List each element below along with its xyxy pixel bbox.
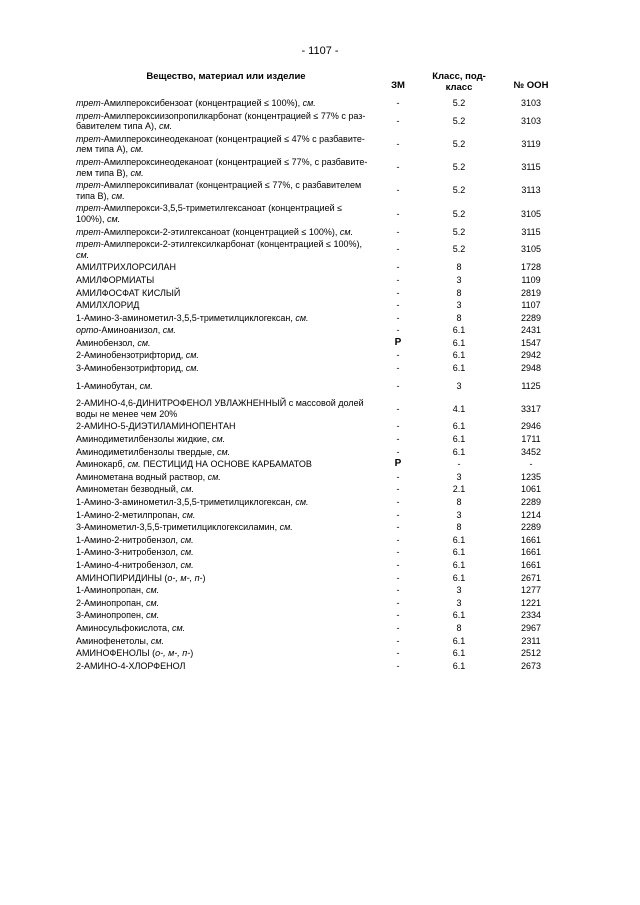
zm-cell: - xyxy=(396,622,400,633)
substance-name xyxy=(76,584,376,597)
substance-name-part: -Аминоанизол, xyxy=(98,325,163,336)
substance-name-part: 1-Амино-2-метилпропан, xyxy=(76,509,183,520)
class-cell: 6.1 xyxy=(452,610,466,621)
zm-cell: - xyxy=(396,497,400,507)
substance-name-part: Аминометан безводный, xyxy=(76,484,181,495)
substance-name-part: трет xyxy=(76,133,101,144)
substance-name-part: Аминофенетолы, xyxy=(76,635,151,646)
substance-name-part: см. xyxy=(185,363,199,374)
zm-cell: - xyxy=(396,244,400,255)
substance-name-part: АМИЛХЛОРИД xyxy=(76,300,140,311)
un-number-cell: 2967 xyxy=(520,622,542,633)
un-number-cell: 3115 xyxy=(521,162,541,173)
zm-cell: P xyxy=(394,458,402,470)
substance-name xyxy=(76,433,376,446)
zm-cell: P xyxy=(394,336,402,348)
table-row xyxy=(76,597,564,610)
un-number-cell: 2948 xyxy=(520,363,542,374)
substance-table xyxy=(76,71,564,672)
class-cell: 3 xyxy=(456,274,462,285)
zm-cell: - xyxy=(396,610,400,621)
table-row xyxy=(76,635,564,648)
substance-name-part: см. xyxy=(145,610,160,621)
table-row xyxy=(76,546,564,559)
un-number-cell: 1661 xyxy=(520,559,542,570)
un-number-cell: 3113 xyxy=(521,185,541,196)
substance-name xyxy=(76,261,376,274)
zm-cell: - xyxy=(396,484,400,495)
zm-cell: - xyxy=(396,471,400,482)
class-cell: 6.1 xyxy=(452,534,466,545)
table-row xyxy=(76,287,564,300)
table-row xyxy=(76,483,564,496)
zm-cell: - xyxy=(396,312,400,323)
substance-name-part: 2-Аминопропан, xyxy=(76,597,146,608)
substance-name-part: -Амилпероксинеодеканоат (концентрацией ≤ 77%, с разбавите- xyxy=(100,156,368,167)
substance-name-part: бавителем типа A), xyxy=(76,121,159,132)
table-row xyxy=(76,647,564,660)
zm-cell: - xyxy=(396,547,400,558)
substance-name xyxy=(76,274,376,287)
un-number-cell: 2431 xyxy=(520,325,542,336)
table-row xyxy=(76,226,564,239)
zm-cell: - xyxy=(396,287,400,298)
table-row xyxy=(76,584,564,597)
substance-name xyxy=(76,559,376,572)
class-cell: 6.1 xyxy=(452,635,466,646)
class-cell: 5.2 xyxy=(452,139,466,150)
un-number-cell: 3452 xyxy=(520,446,542,457)
substance-name-part: см. xyxy=(211,434,226,445)
un-number-cell: - xyxy=(529,459,533,470)
table-row xyxy=(76,392,564,420)
un-number-cell: 2942 xyxy=(520,350,542,361)
substance-name-part: Аминодиметилбензолы жидкие, xyxy=(76,434,212,445)
substance-name-part: ) xyxy=(190,648,194,659)
substance-name-part: см. xyxy=(145,585,160,596)
substance-name-part: см. xyxy=(127,459,141,470)
class-cell: 8 xyxy=(456,622,462,633)
class-cell: 8 xyxy=(456,497,462,507)
class-cell: 5.2 xyxy=(452,162,466,173)
class-cell: 4.1 xyxy=(452,403,466,414)
un-number-cell: 1109 xyxy=(521,274,541,285)
zm-cell: - xyxy=(396,325,400,336)
un-number-cell: 1221 xyxy=(520,597,542,608)
substance-name xyxy=(76,312,376,325)
substance-name xyxy=(76,597,376,610)
zm-cell: - xyxy=(396,522,400,533)
substance-name xyxy=(76,337,376,350)
un-number-cell: 3105 xyxy=(520,208,542,219)
zm-cell: - xyxy=(396,585,400,596)
substance-name-part: см. xyxy=(150,635,165,646)
zm-cell: - xyxy=(396,262,400,273)
un-number-cell: 1277 xyxy=(520,585,542,596)
un-number-cell: 1125 xyxy=(521,380,541,391)
class-cell: - xyxy=(457,459,461,470)
substance-name-part: трет xyxy=(76,239,101,250)
substance-name xyxy=(76,110,376,133)
substance-name-part: см. xyxy=(111,190,125,201)
table-row xyxy=(76,274,564,287)
substance-name-part: 1-Амино-3-аминометил-3,5,5-триметилциклогексан, xyxy=(76,497,296,507)
substance-name-part: АМИНОПИРИДИНЫ ( xyxy=(76,572,168,583)
substance-name-part: АМИЛТРИХЛОРСИЛАН xyxy=(76,262,177,273)
class-cell: 5.2 xyxy=(452,244,466,255)
substance-name xyxy=(76,647,376,660)
table-row xyxy=(76,572,564,585)
zm-cell: - xyxy=(396,446,400,457)
substance-name xyxy=(76,534,376,547)
substance-name-part: см. xyxy=(182,509,196,520)
table-row xyxy=(76,312,564,325)
substance-name-part: трет xyxy=(76,98,101,108)
zm-cell: - xyxy=(396,350,400,361)
un-number-cell: 1214 xyxy=(520,509,542,520)
table-row xyxy=(76,509,564,522)
substance-name-part: ПЕСТИЦИД НА ОСНОВЕ КАРБАМАТОВ xyxy=(140,459,312,470)
substance-name xyxy=(76,238,376,261)
zm-cell: - xyxy=(396,185,400,196)
substance-name xyxy=(76,420,376,433)
substance-name xyxy=(76,521,376,534)
un-number-cell: 1235 xyxy=(520,471,542,482)
substance-name-part: см. xyxy=(295,497,309,507)
class-cell: 6.1 xyxy=(452,572,466,583)
substance-name-part: -Амилперокси-2-этилгексилкарбонат (концентрацией ≤ 100%), xyxy=(100,239,362,250)
substance-name xyxy=(76,287,376,300)
un-number-cell: 2673 xyxy=(520,660,542,671)
substance-name-part: см. xyxy=(76,249,90,260)
substance-name-part: -Амилперокси-2-этилгексаноат (концентрацией ≤ 100%), xyxy=(100,226,340,237)
class-cell: 6.1 xyxy=(452,363,466,374)
table-row xyxy=(76,337,564,350)
substance-name-part: лем типа B), xyxy=(76,167,131,178)
class-cell: 6.1 xyxy=(452,547,466,558)
zm-cell: - xyxy=(396,363,400,374)
zm-cell: - xyxy=(396,274,400,285)
substance-name-part: 2-АМИНО-4,6-ДИНИТРОФЕНОЛ УВЛАЖНЕННЫЙ с массовой долей xyxy=(76,398,364,409)
table-row xyxy=(76,349,564,362)
substance-name-part: -Амилпероксибензоат (концентрацией ≤ 100%), xyxy=(100,98,303,108)
zm-cell: - xyxy=(396,403,400,414)
substance-name-part: см. xyxy=(180,559,194,570)
class-cell: 6.1 xyxy=(452,559,466,570)
substance-name-part: 3-Аминобензотрифторид, xyxy=(76,363,186,374)
class-cell: 6.1 xyxy=(452,648,466,659)
substance-name xyxy=(76,226,376,239)
substance-name-part: 1-Аминобутан, xyxy=(76,380,140,391)
substance-name-part: АМИЛФОРМИАТЫ xyxy=(76,274,155,285)
substance-name-part: см. xyxy=(207,471,221,482)
un-number-cell: 1711 xyxy=(521,434,541,445)
class-cell: 5.2 xyxy=(452,115,466,126)
table-header-row xyxy=(76,71,564,97)
un-number-cell: 2334 xyxy=(520,610,542,621)
substance-name xyxy=(76,324,376,337)
substance-name-part: лем типа A), xyxy=(76,144,131,155)
un-number-cell: 2671 xyxy=(520,572,542,583)
substance-name-part: 1-Аминопропан, xyxy=(76,585,146,596)
substance-name xyxy=(76,635,376,648)
zm-cell: - xyxy=(396,162,400,173)
class-cell: 8 xyxy=(456,287,462,298)
class-cell: 6.1 xyxy=(452,660,466,671)
un-number-cell: 2311 xyxy=(521,635,541,646)
zm-cell: - xyxy=(396,98,400,108)
substance-name xyxy=(76,349,376,362)
table-row xyxy=(76,660,564,673)
class-cell: 3 xyxy=(456,509,462,520)
substance-name xyxy=(76,546,376,559)
substance-name-part: 100%), xyxy=(76,213,108,224)
substance-name-part: см. xyxy=(180,484,194,495)
substance-name xyxy=(76,156,376,179)
class-cell: 3 xyxy=(456,471,462,482)
class-cell: 5.2 xyxy=(452,226,466,237)
zm-cell: - xyxy=(396,635,400,646)
substance-name-part: 1-Амино-3-нитробензол, xyxy=(76,547,181,558)
un-number-cell: 3115 xyxy=(521,226,541,237)
substance-name xyxy=(76,362,376,375)
header-zm: ЗМ xyxy=(391,79,405,91)
substance-name-part: см. xyxy=(145,597,160,608)
substance-name-part: Аминодиметилбензолы твердые, xyxy=(76,446,217,457)
substance-name xyxy=(76,392,376,420)
table-row xyxy=(76,97,564,110)
un-number-cell: 2819 xyxy=(520,287,542,298)
table-row xyxy=(76,521,564,534)
substance-name-part: см. xyxy=(162,325,176,336)
zm-cell: - xyxy=(396,559,400,570)
substance-name xyxy=(76,496,376,509)
table-row xyxy=(76,609,564,622)
substance-name-part: см. xyxy=(295,312,309,323)
table-row xyxy=(76,238,564,261)
un-number-cell: 1661 xyxy=(520,534,542,545)
table-row xyxy=(76,299,564,312)
table-row xyxy=(76,324,564,337)
substance-name xyxy=(76,375,376,393)
substance-name xyxy=(76,483,376,496)
substance-name-part: 2-АМИНО-4-ХЛОРФЕНОЛ xyxy=(76,660,186,671)
un-number-cell: 3105 xyxy=(520,244,542,255)
substance-name xyxy=(76,572,376,585)
substance-name-part: 3-Аминометил-3,5,5-триметилциклогексиламин, xyxy=(76,522,280,533)
substance-name-part: трет xyxy=(76,226,101,237)
substance-name-part: Аминосульфокислота, xyxy=(76,622,172,633)
substance-name-part: Аминобензол, xyxy=(76,337,138,348)
substance-name-part: см. xyxy=(137,337,151,348)
substance-name-part: см. xyxy=(339,226,354,237)
un-number-cell: 1728 xyxy=(520,262,542,273)
zm-cell: - xyxy=(396,597,400,608)
substance-name xyxy=(76,179,376,202)
table-row xyxy=(76,458,564,471)
table-row xyxy=(76,420,564,433)
header-un-number: № ООН xyxy=(513,79,549,91)
substance-name-part: см. xyxy=(139,380,153,391)
table-row xyxy=(76,156,564,179)
class-cell: 6.1 xyxy=(452,325,466,336)
substance-name-part: см. xyxy=(279,522,293,533)
substance-name-part: Аминокарб, xyxy=(76,459,128,470)
page-number: - 1107 - xyxy=(301,45,339,57)
un-number-cell: 3317 xyxy=(520,403,542,414)
zm-cell: - xyxy=(396,208,400,219)
substance-name-part: о-, м-, п- xyxy=(155,648,191,659)
un-number-cell: 2512 xyxy=(520,648,542,659)
substance-name-part: трет xyxy=(76,110,101,121)
substance-name-part: см. xyxy=(185,350,199,361)
substance-name-part: трет xyxy=(76,156,101,167)
substance-name-part: 2-АМИНО-5-ДИЭТИЛАМИНОПЕНТАН xyxy=(76,421,236,432)
class-cell: 6.1 xyxy=(452,434,466,445)
un-number-cell: 1061 xyxy=(520,484,542,495)
substance-name-part: см. xyxy=(172,622,186,633)
table-row xyxy=(76,261,564,274)
substance-name-part: -Амилпероксиизопропилкарбонат (концентрацией ≤ 77% с раз- xyxy=(100,110,366,121)
class-cell: 6.1 xyxy=(452,446,466,457)
un-number-cell: 2289 xyxy=(520,312,542,323)
table-row xyxy=(76,375,564,393)
un-number-cell: 2289 xyxy=(520,497,542,507)
un-number-cell: 3119 xyxy=(521,139,541,150)
substance-name xyxy=(76,299,376,312)
table-row xyxy=(76,471,564,484)
zm-cell: - xyxy=(396,226,400,237)
substance-name-part: о-, м-, п- xyxy=(167,572,203,583)
table-row xyxy=(76,179,564,202)
substance-name xyxy=(76,471,376,484)
zm-cell: - xyxy=(396,421,400,432)
substance-name-part: см. xyxy=(180,547,194,558)
table-row xyxy=(76,202,564,225)
substance-name-part: типа B), xyxy=(76,190,112,201)
zm-cell: - xyxy=(396,660,400,671)
class-cell: 6.1 xyxy=(452,350,466,361)
zm-cell: - xyxy=(396,434,400,445)
class-cell: 5.2 xyxy=(452,185,466,196)
class-cell: 3 xyxy=(456,585,462,596)
un-number-cell: 2289 xyxy=(520,522,542,533)
substance-name-part: орто xyxy=(76,325,99,336)
class-cell: 3 xyxy=(456,300,462,311)
substance-name-part: 1-Амино-3-аминометил-3,5,5-триметилциклогексан, xyxy=(76,312,296,323)
substance-name-part: см. xyxy=(180,534,194,545)
substance-name-part: 3-Аминопропен, xyxy=(76,610,146,621)
un-number-cell: 2946 xyxy=(520,421,542,432)
substance-name xyxy=(76,97,376,110)
un-number-cell: 1107 xyxy=(521,300,541,311)
un-number-cell: 3103 xyxy=(520,98,542,108)
table-body xyxy=(76,97,564,672)
substance-name-part: 2-Аминобензотрифторид, xyxy=(76,350,186,361)
substance-name-part: -Амилпероксинеодеканоат (концентрацией ≤ 47% с разбавите- xyxy=(100,133,365,144)
substance-name-part: 1-Амино-4-нитробензол, xyxy=(76,559,181,570)
substance-name-part: см. xyxy=(130,167,144,178)
substance-name xyxy=(76,660,376,673)
zm-cell: - xyxy=(396,300,400,311)
substance-name-part: см. xyxy=(130,144,144,155)
zm-cell: - xyxy=(396,509,400,520)
substance-name xyxy=(76,458,376,471)
zm-cell: - xyxy=(396,534,400,545)
substance-name-part: АМИЛФОСФАТ КИСЛЫЙ xyxy=(76,287,181,298)
table-row xyxy=(76,496,564,509)
zm-cell: - xyxy=(396,380,400,391)
class-cell: 5.2 xyxy=(452,208,466,219)
substance-name-part: ) xyxy=(202,572,206,583)
substance-name-part: трет xyxy=(76,180,101,191)
table-row xyxy=(76,362,564,375)
table-row xyxy=(76,446,564,459)
zm-cell: - xyxy=(396,139,400,150)
substance-name-part: см. xyxy=(302,98,316,108)
substance-name xyxy=(76,133,376,156)
substance-name-part: воды не менее чем 20% xyxy=(76,408,178,419)
substance-name-part: 1-Амино-2-нитробензол, xyxy=(76,534,181,545)
header-class-text: Класс, под- класс xyxy=(432,71,486,93)
class-cell: 5.2 xyxy=(452,98,466,108)
substance-name-part: трет xyxy=(76,203,101,214)
substance-name xyxy=(76,509,376,522)
substance-name-part: см. xyxy=(107,213,121,224)
table-row xyxy=(76,433,564,446)
table-row xyxy=(76,534,564,547)
header-class xyxy=(420,71,498,97)
table-row xyxy=(76,110,564,133)
class-cell: 6.1 xyxy=(452,421,466,432)
substance-name-part: см. xyxy=(158,121,173,132)
un-number-cell: 1661 xyxy=(520,547,542,558)
zm-cell: - xyxy=(396,572,400,583)
zm-cell: - xyxy=(396,115,400,126)
substance-name xyxy=(76,622,376,635)
table-row xyxy=(76,559,564,572)
substance-name xyxy=(76,202,376,225)
un-number-cell: 3103 xyxy=(520,115,542,126)
class-cell: 8 xyxy=(456,262,462,273)
substance-name xyxy=(76,446,376,459)
class-cell: 8 xyxy=(456,312,462,323)
un-number-cell: 1547 xyxy=(520,337,542,348)
class-cell: 2.1 xyxy=(452,484,466,495)
table-row xyxy=(76,622,564,635)
substance-name xyxy=(76,609,376,622)
zm-cell: - xyxy=(396,648,400,659)
substance-name-part: см. xyxy=(217,446,231,457)
substance-name-part: -Амилперокси-3,5,5-триметилгексаноат (концентрацией ≤ xyxy=(100,203,343,214)
class-cell: 6.1 xyxy=(452,337,466,348)
substance-name-part: Аминометана водный раствор, xyxy=(76,471,208,482)
substance-name-part: АМИНОФЕНОЛЫ ( xyxy=(76,648,156,659)
class-cell: 3 xyxy=(456,380,462,391)
table-row xyxy=(76,133,564,156)
class-cell: 8 xyxy=(456,522,462,533)
substance-name-part: -Амилпероксипивалат (концентрацией ≤ 77%, с разбавителем xyxy=(100,180,362,191)
header-substance: Вещество, материал или изделие xyxy=(146,71,306,82)
class-cell: 3 xyxy=(456,597,462,608)
